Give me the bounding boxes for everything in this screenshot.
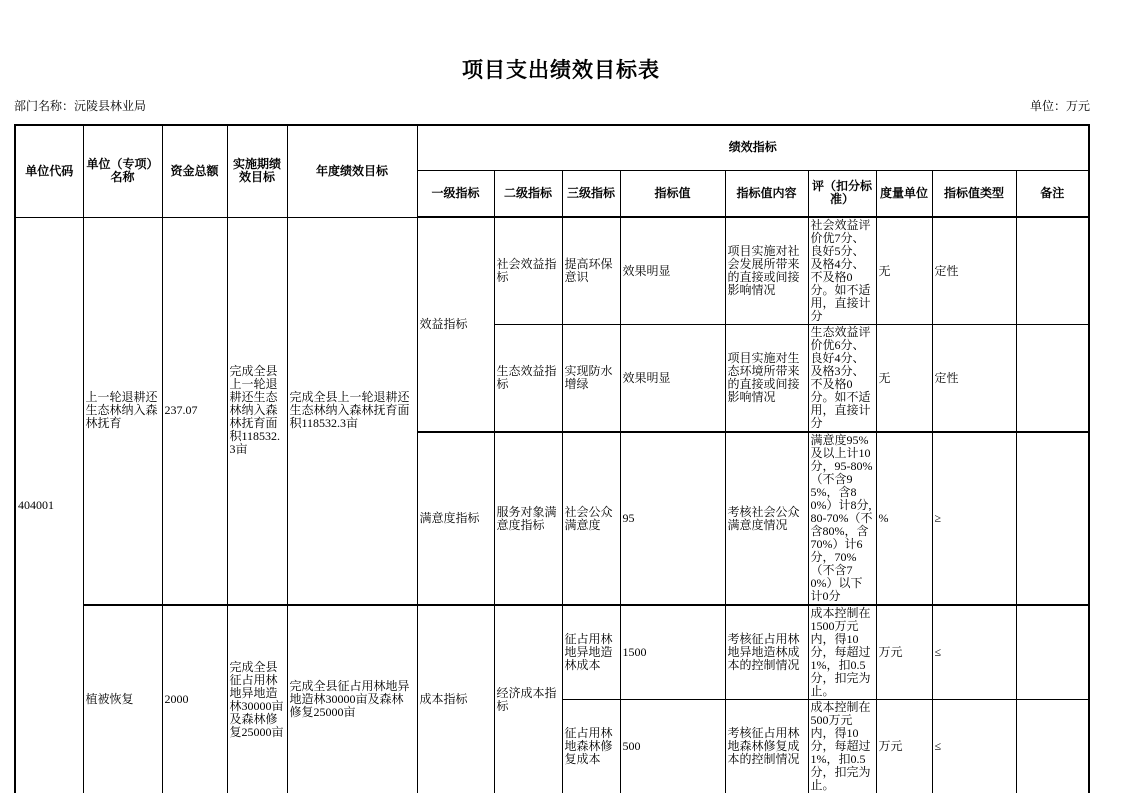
header-level1-indicator: 一级指标 bbox=[417, 170, 494, 217]
indicator-value-cell: 效果明显 bbox=[620, 217, 725, 325]
level3-indicator-cell: 提高环保意识 bbox=[562, 217, 620, 325]
project1-annual-target-cell: 完成全县上一轮退耕还生态林纳入森林抚育面积118532.3亩 bbox=[287, 217, 417, 605]
indicator-value-cell: 95 bbox=[620, 432, 725, 605]
table-row bbox=[15, 217, 1089, 325]
project1-impl-target-cell: 完成全县上一轮退耕还生态林纳入森林抚育面积118532.3亩 bbox=[227, 217, 287, 605]
indicator-content-cell: 项目实施对生态环境所带来的直接或间接影响情况 bbox=[725, 325, 808, 433]
level3-indicator-cell: 征占用林地森林修复成本 bbox=[562, 700, 620, 793]
header-indicator-value: 指标值 bbox=[620, 170, 725, 217]
table-row bbox=[15, 605, 1089, 700]
level1-indicator-cell: 满意度指标 bbox=[417, 432, 494, 605]
header-remark: 备注 bbox=[1016, 170, 1089, 217]
value-type-cell: ≥ bbox=[932, 432, 1016, 605]
remark-cell bbox=[1016, 432, 1089, 605]
project2-annual-target-cell: 完成全县征占用林地异地造林30000亩及森林修复25000亩 bbox=[287, 605, 417, 793]
level1-indicator-cell: 效益指标 bbox=[417, 217, 494, 432]
indicator-value-cell: 效果明显 bbox=[620, 325, 725, 433]
currency-unit bbox=[1030, 99, 1090, 113]
department-name bbox=[14, 99, 146, 113]
header-scoring-standard: 评（扣分标准） bbox=[808, 170, 876, 217]
currency-unit-value: 万元 bbox=[1065, 99, 1090, 113]
project2-funds-cell: 2000 bbox=[162, 605, 227, 793]
scoring-standard-cell: 满意度95%及以上计10分，95-80%（不含95%，含80%）计8分,80-70%（不含80%，含70%）计6分，70%（不含70%）以下计0分 bbox=[808, 432, 876, 605]
header-row-top bbox=[15, 125, 1089, 170]
remark-cell bbox=[1016, 700, 1089, 793]
header-value-type: 指标值类型 bbox=[932, 170, 1016, 217]
project2-impl-target-cell: 完成全县征占用林地异地造林30000亩及森林修复25000亩 bbox=[227, 605, 287, 793]
scoring-standard-cell: 成本控制在1500万元内，得10分，每超过1%，扣0.5分，扣完为止。 bbox=[808, 605, 876, 700]
remark-cell bbox=[1016, 325, 1089, 433]
scoring-standard-cell: 社会效益评价优7分、良好5分、及格4分、不及格0分。如不适用，直接计分 bbox=[808, 217, 876, 325]
indicator-content-cell: 考核征占用林地异地造林成本的控制情况 bbox=[725, 605, 808, 700]
header-level2-indicator: 二级指标 bbox=[494, 170, 562, 217]
measure-unit-cell: % bbox=[876, 432, 932, 605]
level2-indicator-cell: 经济成本指标 bbox=[494, 605, 562, 793]
header-measure-unit: 度量单位 bbox=[876, 170, 932, 217]
remark-cell bbox=[1016, 217, 1089, 325]
level2-indicator-cell: 生态效益指标 bbox=[494, 325, 562, 433]
level3-indicator-cell: 社会公众满意度 bbox=[562, 432, 620, 605]
level2-indicator-cell: 社会效益指标 bbox=[494, 217, 562, 325]
indicator-content-cell: 考核征占用林地森林修复成本的控制情况 bbox=[725, 700, 808, 793]
indicator-value-cell: 500 bbox=[620, 700, 725, 793]
measure-unit-cell: 万元 bbox=[876, 700, 932, 793]
performance-target-table bbox=[14, 124, 1090, 793]
measure-unit-cell: 无 bbox=[876, 217, 932, 325]
header-level3-indicator: 三级指标 bbox=[562, 170, 620, 217]
department-value: 沅陵县林业局 bbox=[74, 99, 147, 113]
project1-name-cell: 上一轮退耕还生态林纳入森林抚育 bbox=[83, 217, 162, 605]
department-label: 部门名称： bbox=[14, 99, 75, 113]
project1-funds-cell: 237.07 bbox=[162, 217, 227, 605]
currency-unit-label: 单位： bbox=[1029, 99, 1066, 113]
indicator-value-cell: 1500 bbox=[620, 605, 725, 700]
level1-indicator-cell: 成本指标 bbox=[417, 605, 494, 793]
header-unit-name: 单位（专项）名称 bbox=[83, 125, 162, 217]
level3-indicator-cell: 实现防水增绿 bbox=[562, 325, 620, 433]
measure-unit-cell: 无 bbox=[876, 325, 932, 433]
remark-cell bbox=[1016, 605, 1089, 700]
scoring-standard-cell: 生态效益评价优6分、良好4分、及格3分、不及格0分。如不适用，直接计分 bbox=[808, 325, 876, 433]
unit-code-cell: 404001 bbox=[15, 217, 83, 793]
value-type-cell: 定性 bbox=[932, 325, 1016, 433]
header-total-funds: 资金总额 bbox=[162, 125, 227, 217]
page-title: 项目支出绩效目标表 bbox=[462, 59, 660, 82]
indicator-content-cell: 项目实施对社会发展所带来的直接或间接影响情况 bbox=[725, 217, 808, 325]
indicator-content-cell: 考核社会公众满意度情况 bbox=[725, 432, 808, 605]
value-type-cell: 定性 bbox=[932, 217, 1016, 325]
level3-indicator-cell: 征占用林地异地造林成本 bbox=[562, 605, 620, 700]
value-type-cell: ≤ bbox=[932, 605, 1016, 700]
header-indicator-value-content: 指标值内容 bbox=[725, 170, 808, 217]
header-unit-code: 单位代码 bbox=[15, 125, 83, 217]
project2-name-cell: 植被恢复 bbox=[83, 605, 162, 793]
header-impl-target: 实施期绩效目标 bbox=[227, 125, 287, 217]
header-performance-indicators: 绩效指标 bbox=[417, 125, 1089, 170]
value-type-cell: ≤ bbox=[932, 700, 1016, 793]
scoring-standard-cell: 成本控制在500万元内，得10分，每超过1%，扣0.5分，扣完为止。 bbox=[808, 700, 876, 793]
meta-row bbox=[14, 99, 1090, 113]
level2-indicator-cell: 服务对象满意度指标 bbox=[494, 432, 562, 605]
header-annual-target: 年度绩效目标 bbox=[287, 125, 417, 217]
measure-unit-cell: 万元 bbox=[876, 605, 932, 700]
